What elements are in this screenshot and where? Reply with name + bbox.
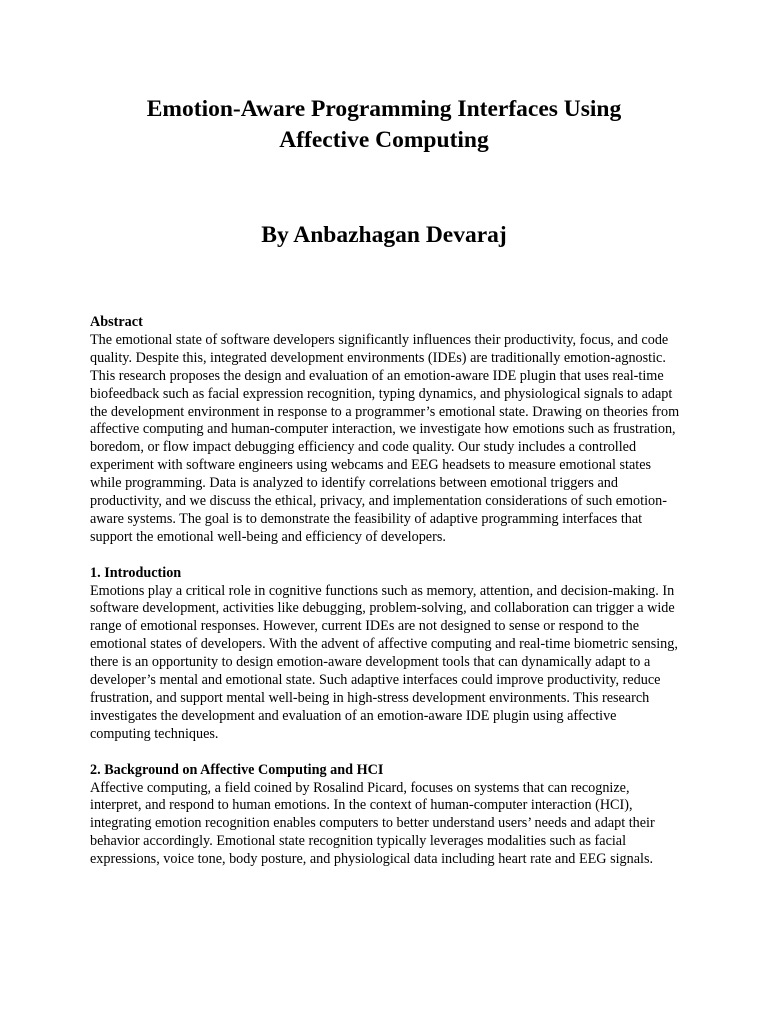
background-section <box>90 762 680 869</box>
author-line: By Anbazhagan Devaraj <box>261 222 507 248</box>
introduction-section <box>90 565 680 744</box>
paper-body <box>90 314 680 887</box>
section-heading: Abstract <box>90 314 143 330</box>
section-heading: 1. Introduction <box>90 564 182 581</box>
paper-title: Emotion-Aware Programming Interfaces Using Affective Computing <box>146 96 622 153</box>
section-paragraph: Emotions play a critical role in cognitive functions such as memory, attention, and decision-making. In software development, activities like debugging, problem-solving, and collaboration can trigger a wide range of emotional responses. However, current IDEs are not designed to sense or respond to the emotional states of developers. With the advent of affective computing and real-time biometric sensing, there is an opportunity to design emotion-aware development tools that can dynamically adapt to a developer’s mental and emotional state. Such adaptive interfaces could improve productivity, reduce frustration, and support mental well-being in high-stress development environments. This research investigates the development and evaluation of an emotion-aware IDE plugin using affective computing techniques. <box>90 582 678 742</box>
abstract-section <box>90 314 680 547</box>
section-heading: 2. Background on Affective Computing and HCI <box>90 761 384 778</box>
section-paragraph: Affective computing, a field coined by Rosalind Picard, focuses on systems that can recognize, interpret, and respond to human emotions. In the context of human-computer interaction (HCI), integrating emotion recognition enables computers to better understand users’ needs and adapt their behavior accordingly. Emotional state recognition typically leverages modalities such as facial expressions, voice tone, body posture, and physiological data including heart rate and EEG signals. <box>90 779 655 868</box>
section-paragraph: The emotional state of software developers significantly influences their productivity, focus, and code quality. Despite this, integrated development environments (IDEs) are traditionally emotion-agnostic. This research proposes the design and evaluation of an emotion-aware IDE plugin that uses real-time biofeedback such as facial expression recognition, typing dynamics, and physiological signals to adapt the development environment in response to a programmer’s emotional state. Drawing on theories from affective computing and human-computer interaction, we investigate how emotions such as frustration, boredom, or flow impact debugging efficiency and code quality. Our study includes a controlled experiment with software engineers using webcams and EEG headsets to measure emotional states while programming. Data is analyzed to identify correlations between emotional triggers and productivity, and we discuss the ethical, privacy, and implementation considerations of such emotion-aware systems. The goal is to demonstrate the feasibility of adaptive programming interfaces that support the emotional well-being and efficiency of developers. <box>90 331 680 545</box>
